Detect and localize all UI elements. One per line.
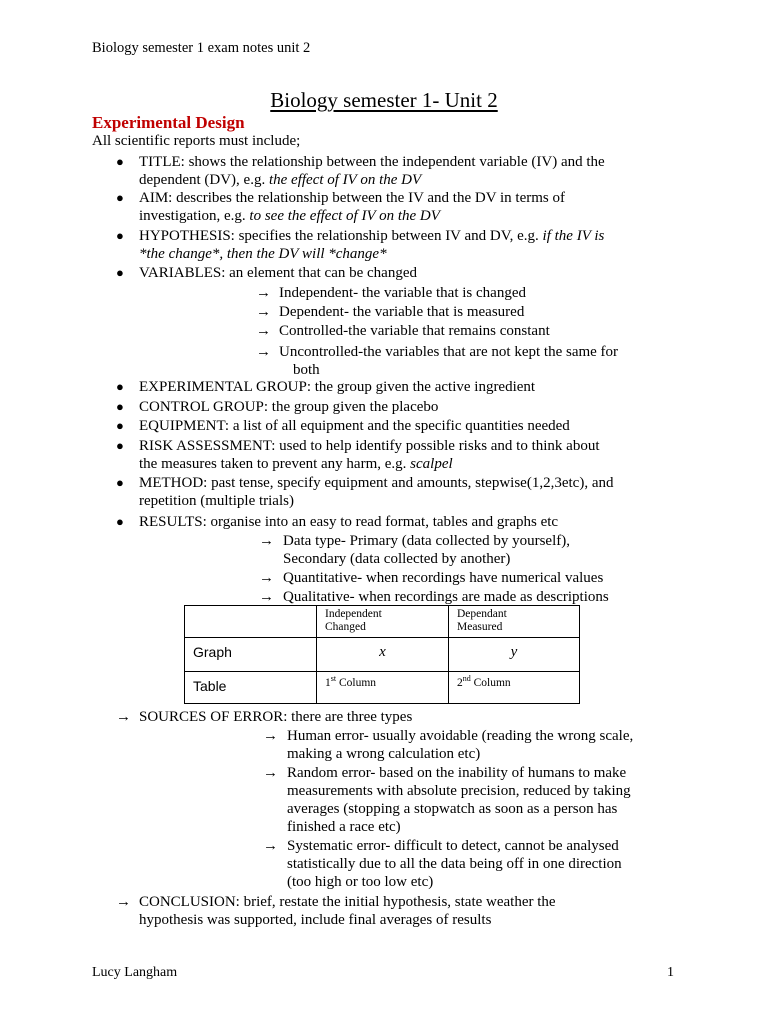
arrow-icon: → bbox=[256, 304, 271, 320]
sub-item-systematic-error-cont1: statistically due to all the data being off in one direction bbox=[287, 856, 622, 872]
sub-item-uncontrolled-cont: both bbox=[293, 362, 320, 378]
arrow-icon: → bbox=[116, 894, 131, 910]
arrow-icon: → bbox=[116, 709, 131, 725]
arrow-icon: → bbox=[263, 728, 278, 744]
sub-item-random-error-cont2: averages (stopping a stopwatch as soon as a person has bbox=[287, 801, 618, 817]
table-row-label-table: Table bbox=[185, 672, 317, 704]
footer-author: Lucy Langham bbox=[92, 965, 178, 980]
variables-table bbox=[184, 605, 580, 704]
list-item-equipment: EQUIPMENT: a list of all equipment and the specific quantities needed bbox=[139, 418, 570, 434]
arrow-icon: → bbox=[263, 765, 278, 781]
list-item-risk-cont: the measures taken to prevent any harm, e.g. scalpel bbox=[139, 456, 453, 472]
sub-item-human-error: Human error- usually avoidable (reading the wrong scale, bbox=[287, 728, 634, 744]
bullet-icon: ● bbox=[116, 190, 124, 205]
sub-item-random-error: Random error- based on the inability of humans to make bbox=[287, 765, 627, 781]
intro-text: All scientific reports must include; bbox=[92, 133, 301, 149]
sub-item-uncontrolled: Uncontrolled-the variables that are not kept the same for bbox=[279, 344, 619, 360]
sub-item-controlled: Controlled-the variable that remains constant bbox=[279, 323, 550, 339]
running-header: Biology semester 1 exam notes unit 2 bbox=[92, 40, 311, 56]
sub-item-data-type-cont: Secondary (data collected by another) bbox=[283, 551, 511, 567]
arrow-icon: → bbox=[259, 533, 274, 549]
sub-item-random-error-cont3: finished a race etc) bbox=[287, 819, 401, 835]
table-header-dependant: Dependant Measured bbox=[449, 606, 580, 638]
bullet-icon: ● bbox=[116, 418, 124, 433]
bullet-icon: ● bbox=[116, 228, 124, 243]
sub-item-quantitative: Quantitative- when recordings have numerical values bbox=[283, 570, 604, 586]
sub-item-independent: Independent- the variable that is changed bbox=[279, 285, 526, 301]
sub-item-systematic-error: Systematic error- difficult to detect, cannot be analysed bbox=[287, 838, 619, 854]
list-item-title-cont: dependent (DV), e.g. the effect of IV on the DV bbox=[139, 172, 422, 188]
list-item-conclusion-cont: hypothesis was supported, include final averages of results bbox=[139, 912, 492, 928]
sub-item-qualitative: Qualitative- when recordings are made as descriptions bbox=[283, 589, 609, 605]
list-item-control-group: CONTROL GROUP: the group given the placebo bbox=[139, 399, 439, 415]
bullet-icon: ● bbox=[116, 265, 124, 280]
table-corner-cell bbox=[185, 606, 317, 638]
arrow-icon: → bbox=[256, 285, 271, 301]
sub-item-human-error-cont: making a wrong calculation etc) bbox=[287, 746, 481, 762]
bullet-icon: ● bbox=[116, 514, 124, 529]
list-item-experimental-group: EXPERIMENTAL GROUP: the group given the active ingredient bbox=[139, 379, 536, 395]
table-cell-first-column: 1st Column bbox=[317, 672, 449, 704]
list-item-method-cont: repetition (multiple trials) bbox=[139, 493, 294, 509]
table-cell-x: x bbox=[317, 638, 449, 672]
list-item-hypothesis-cont: *the change*, then the DV will *change* bbox=[139, 246, 387, 262]
list-item-method: METHOD: past tense, specify equipment and amounts, stepwise(1,2,3etc), and bbox=[139, 475, 614, 491]
list-item-aim: AIM: describes the relationship between the IV and the DV in terms of bbox=[139, 190, 566, 206]
list-item-aim-cont: investigation, e.g. to see the effect of IV on the DV bbox=[139, 208, 440, 224]
page-title: Biology semester 1- Unit 2 bbox=[270, 88, 498, 112]
list-item-variables: VARIABLES: an element that can be changed bbox=[139, 265, 417, 281]
list-item-sources-of-error: SOURCES OF ERROR: there are three types bbox=[139, 709, 413, 725]
sub-item-random-error-cont1: measurements with absolute precision, reduced by taking bbox=[287, 783, 631, 799]
arrow-icon: → bbox=[256, 344, 271, 360]
arrow-icon: → bbox=[263, 838, 278, 854]
table-cell-second-column: 2nd Column bbox=[449, 672, 580, 704]
page-number: 1 bbox=[667, 965, 674, 980]
table-cell-y: y bbox=[449, 638, 580, 672]
bullet-icon: ● bbox=[116, 399, 124, 414]
sub-item-dependent: Dependent- the variable that is measured bbox=[279, 304, 525, 320]
bullet-icon: ● bbox=[116, 379, 124, 394]
list-item-results: RESULTS: organise into an easy to read format, tables and graphs etc bbox=[139, 514, 559, 530]
bullet-icon: ● bbox=[116, 438, 124, 453]
arrow-icon: → bbox=[256, 323, 271, 339]
table-header-independent: Independent Changed bbox=[317, 606, 449, 638]
sub-item-data-type: Data type- Primary (data collected by yourself), bbox=[283, 533, 570, 549]
sub-item-systematic-error-cont2: (too high or too low etc) bbox=[287, 874, 434, 890]
table-row-label-graph: Graph bbox=[185, 638, 317, 672]
section-heading: Experimental Design bbox=[92, 113, 245, 132]
bullet-icon: ● bbox=[116, 475, 124, 490]
arrow-icon: → bbox=[259, 570, 274, 586]
list-item-title: TITLE: shows the relationship between the independent variable (IV) and the bbox=[139, 154, 605, 170]
list-item-conclusion: CONCLUSION: brief, restate the initial hypothesis, state weather the bbox=[139, 894, 556, 910]
bullet-icon: ● bbox=[116, 154, 124, 169]
list-item-hypothesis: HYPOTHESIS: specifies the relationship between IV and DV, e.g. if the IV is bbox=[139, 228, 605, 244]
list-item-risk: RISK ASSESSMENT: used to help identify possible risks and to think about bbox=[139, 438, 600, 454]
arrow-icon: → bbox=[259, 589, 274, 605]
